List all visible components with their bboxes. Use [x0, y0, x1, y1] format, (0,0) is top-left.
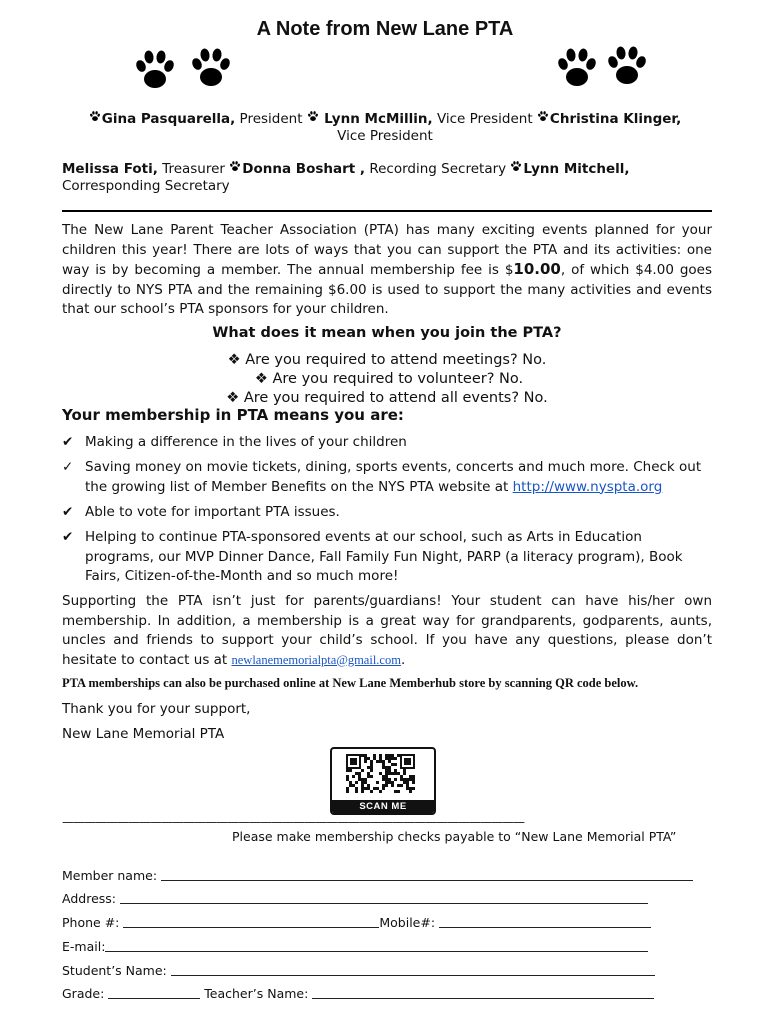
contact-email-link[interactable]: newlanememorialpta@gmail.com [231, 652, 401, 667]
benefit-text [85, 458, 712, 497]
student-row [62, 963, 702, 979]
payable-note: Please make membership checks payable to “New Lane Memorial PTA” [232, 829, 677, 844]
question-item [62, 389, 712, 408]
grade-field[interactable] [108, 986, 200, 999]
benefit-text: Making a difference in the lives of your children [85, 434, 407, 450]
email-row [62, 939, 702, 955]
vp1-name: Lynn McMillin, [324, 111, 433, 127]
student-name-field[interactable] [171, 963, 655, 976]
address-field[interactable] [120, 891, 648, 904]
address-row [62, 891, 702, 907]
paw-print-icon [554, 44, 600, 90]
vp2-name: Christina Klinger, [549, 111, 682, 127]
diamond-bullet-icon: ❖ [227, 352, 241, 368]
checkmark-icon: ✓ [62, 459, 74, 475]
officers-line-1 [62, 110, 708, 145]
president-name: Gina Pasquarella, [101, 111, 236, 127]
phone-label: Phone #: [62, 915, 124, 930]
join-heading: What does it mean when you join the PTA? [212, 325, 562, 341]
checkmark-icon: ✔ [62, 504, 74, 520]
grade-label: Grade: [62, 986, 109, 1001]
benefit-text-body: Saving money on movie tickets, dining, sports events, concerts and much more. Check out the growing list of Member Benefits on the NYS PTA website at [85, 459, 702, 495]
member-name-label: Member name: [62, 868, 162, 883]
benefit-text: Able to vote for important PTA issues. [85, 504, 340, 520]
supporting-end: . [400, 651, 406, 668]
paw-print-icon [188, 44, 234, 90]
cut-line: —————————————————————————————————————————— [62, 815, 524, 829]
mobile-field[interactable] [439, 915, 651, 928]
corresponding-secretary-name: Lynn Mitchell, [523, 161, 630, 177]
question-item [62, 351, 712, 370]
membership-fee: 10.00 [513, 260, 561, 278]
grade-row [62, 986, 702, 1002]
intro-text: The New Lane Parent Teacher Association (PTA) has many exciting events planned for your children this year! There are lots of ways that you can support the PTA and its activities: one way is by becoming a member. The annual membership fee is $ [62, 222, 712, 278]
membership-heading: Your membership in PTA means you are: [62, 406, 404, 424]
supporting-text: Supporting the PTA isn’t just for parents/guardians! Your student can have his/her own membership. In addition, a membership is a great way for grandparents, godparents, aunts, uncles and friends to support your child’s school. If you have any questions, please don’t hesitate to contact us at [62, 593, 712, 668]
recording-secretary-role: Recording Secretary [365, 161, 511, 177]
vp1-role: Vice President [432, 111, 537, 127]
benefit-item [62, 458, 712, 497]
intro-paragraph [62, 221, 712, 320]
teacher-name-field[interactable] [312, 986, 654, 999]
student-name-label: Student’s Name: [62, 963, 171, 978]
email-field[interactable] [105, 939, 648, 952]
supporting-paragraph [62, 592, 712, 670]
online-purchase-note: PTA memberships can also be purchased online at New Lane Memberhub store by scanning QR code below. [62, 676, 639, 690]
recording-secretary-name: Donna Boshart , [242, 161, 366, 177]
checkmark-icon: ✔ [62, 529, 74, 545]
qr-code-pattern [332, 749, 430, 797]
treasurer-name: Melissa Foti, [62, 161, 158, 177]
thanks-text: Thank you for your support, [62, 701, 251, 717]
benefit-item [62, 433, 712, 453]
corresponding-secretary-role: Corresponding Secretary [62, 178, 230, 194]
small-paw-icon [89, 110, 101, 122]
paw-print-icon [132, 46, 178, 92]
officers-line-2 [62, 160, 708, 195]
small-paw-icon [510, 160, 522, 172]
vp2-role: Vice President [337, 128, 433, 144]
small-paw-icon [307, 110, 319, 122]
page-title: A Note from New Lane PTA [256, 18, 514, 40]
checkmark-icon: ✔ [62, 434, 74, 450]
question-item [62, 370, 714, 389]
small-paw-icon [229, 160, 241, 172]
diamond-bullet-icon: ❖ [254, 371, 268, 387]
phone-row [62, 915, 702, 931]
paw-print-icon [604, 42, 650, 88]
divider [62, 210, 712, 212]
phone-field[interactable] [123, 915, 379, 928]
small-paw-icon [537, 110, 549, 122]
member-name-field[interactable] [161, 868, 693, 881]
question-text: Are you required to attend meetings? No. [245, 352, 547, 368]
benefit-text: Helping to continue PTA-sponsored events at our school, such as Arts in Education programs, our MVP Dinner Dance, Fall Family Fun Night, PARP (a literacy program), Book Fairs, Citizen-of-the-Month and so much more! [85, 529, 683, 584]
scan-me-label: SCAN ME [332, 800, 434, 813]
benefit-item [62, 528, 712, 587]
president-role: President [235, 111, 307, 127]
teacher-name-label: Teacher’s Name: [200, 986, 313, 1001]
treasurer-role: Treasurer [157, 161, 230, 177]
email-label: E-mail: [62, 939, 106, 954]
qr-code[interactable] [330, 747, 436, 815]
member-name-row [62, 868, 702, 884]
benefit-item [62, 503, 712, 523]
address-label: Address: [62, 891, 120, 906]
nyspta-website-link[interactable]: http://www.nyspta.org [512, 478, 663, 495]
intro-text-end: , of which $4.00 goes directly to NYS PTA and the remaining $6.00 is used to support the many activities and events that our school’s PTA sponsors for your children. [62, 262, 712, 317]
signoff-text: New Lane Memorial PTA [62, 726, 225, 742]
question-text: Are you required to volunteer? No. [272, 371, 524, 387]
question-text: Are you required to attend all events? No. [243, 390, 548, 406]
diamond-bullet-icon: ❖ [226, 390, 240, 406]
mobile-label: Mobile#: [379, 915, 440, 930]
